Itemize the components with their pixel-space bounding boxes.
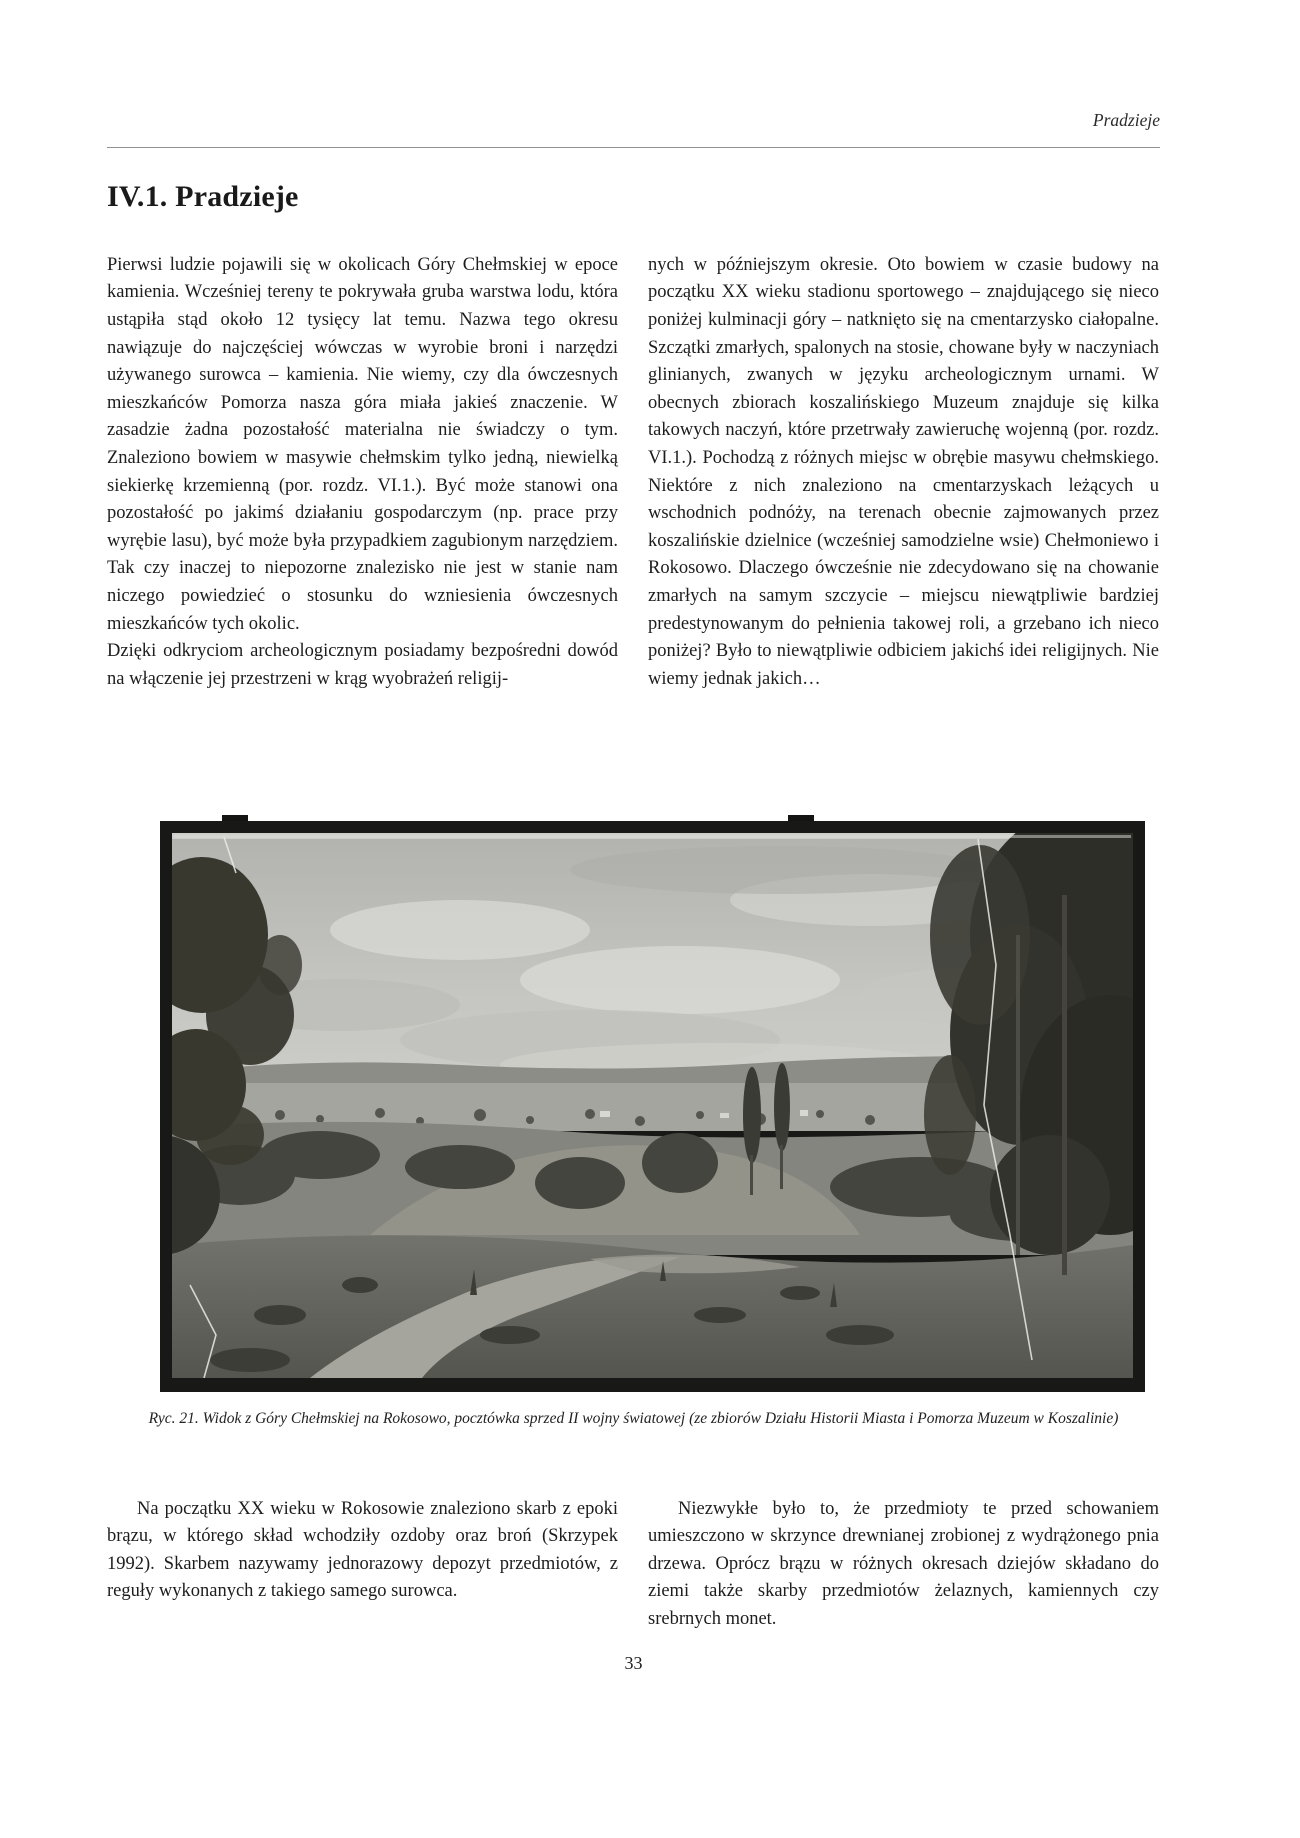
- header-rule: [107, 147, 1160, 148]
- page-title: IV.1. Pradzieje: [107, 179, 299, 213]
- bottom-columns: [107, 1496, 1160, 1634]
- intro-left-paragraph-1: Pierwsi ludzie pojawili się w okolicach Góry Chełmskiej w epoce kamienia. Wcześniej tereny te pokrywała gruba warstwa lodu, która ustąpiła stąd około 12 tysięcy lat temu. Nazwa tego okresu nawiązuje do najczęściej wówczas w wyrobie broni i narzędzi używanego surowca – kamienia. Nie wiemy, czy dla ówczesnych mieszkańców Pomorza nasza góra miała jakieś znaczenie. W zasadzie żadna pozostałość materialna nie świadczy o tym. Znaleziono bowiem w masywie chełmskim tylko jedną, niewielką siekierkę krzemienną (por. rozdz. VI.1.). Być może stanowi ona pozostałość po jakimś działaniu gospodarczym (np. prace przy wyrębie lasu), być może była przypadkiem zagubionym narzędziem. Tak czy inaczej to niepozorne znalezisko nie jest w stanie nam niczego powiedzieć o stosunku do wzniesienia ówczesnych mieszkańców tych okolic.: [107, 254, 618, 634]
- intro-right-paragraph-1: nych w późniejszym okresie. Oto bowiem w czasie budowy na początku XX wieku stadionu sportowego – znajdującego się nieco poniżej kulminacji góry – natknięto się na cmentarzysko ciałopalne. Szczątki zmarłych, spalonych na stosie, chowane były w naczyniach glinianych, zwanych w języku archeologicznym urnami. W obecnych zbiorach koszalińskiego Muzeum znajduje się kilka takowych naczyń, które przetrwały zawieruchę wojenną (por. rozdz. VI.1.). Pochodzą z różnych miejsc w obrębie masywu chełmskiego. Niektóre z nich znaleziono na cmentarzyskach leżących u wschodnich podnóży, na terenach obecnie zajmowanych przez koszalińskie dzielnice (wcześniej samodzielne wsie) Chełmoniewo i Rokosowo. Dlaczego ówcześnie nie zdecydowano się na chowanie zmarłych na samym szczycie – miejscu niewątpliwie bardziej predestynowanym do pełnienia takowej roli, a grzebano ich nieco poniżej? Było to niewątpliwie odbiciem jakichś idei religijnych. Nie wiemy jednak jakich…: [648, 254, 1159, 689]
- bottom-right-column: [648, 1496, 1159, 1634]
- figure-caption: Ryc. 21. Widok z Góry Chełmskiej na Rokosowo, pocztówka sprzed II wojny światowej (ze zbiorów Działu Historii Miasta i Pomorza Muzeum w Koszalinie): [148, 1410, 1119, 1428]
- landscape-photo: [160, 815, 1145, 1392]
- running-head: Pradzieje: [1092, 110, 1160, 130]
- intro-right-column: [648, 252, 1159, 694]
- photo-image: [160, 815, 1145, 1378]
- intro-left-paragraph-2: Dzięki odkryciom archeologicznym posiadamy bezpośredni dowód na włączenie jej przestrzeni w krąg wyobrażeń religij-: [107, 641, 618, 689]
- bottom-left-paragraph: Na początku XX wieku w Rokosowie znaleziono skarb z epoki brązu, w którego skład wchodziły ozdoby oraz broń (Skrzypek 1992). Skarbem nazywamy jednorazowy depozyt przedmiotów, z reguły wykonanych z takiego samego surowca.: [107, 1498, 618, 1602]
- intro-left-column: [107, 252, 618, 694]
- page-number: 33: [624, 1653, 643, 1674]
- page-content: [107, 0, 1160, 1674]
- intro-columns: [107, 252, 1160, 694]
- figure: [107, 815, 1160, 1429]
- bottom-right-paragraph: Niezwykłe było to, że przedmioty te przed schowaniem umieszczono w skrzynce drewnianej zrobionej z wydrążonego pnia drzewa. Oprócz brązu w różnych okresach dziejów składano do ziemi także skarby przedmiotów żelaznych, kamiennych czy srebrnych monet.: [648, 1498, 1159, 1629]
- bottom-left-column: [107, 1496, 618, 1634]
